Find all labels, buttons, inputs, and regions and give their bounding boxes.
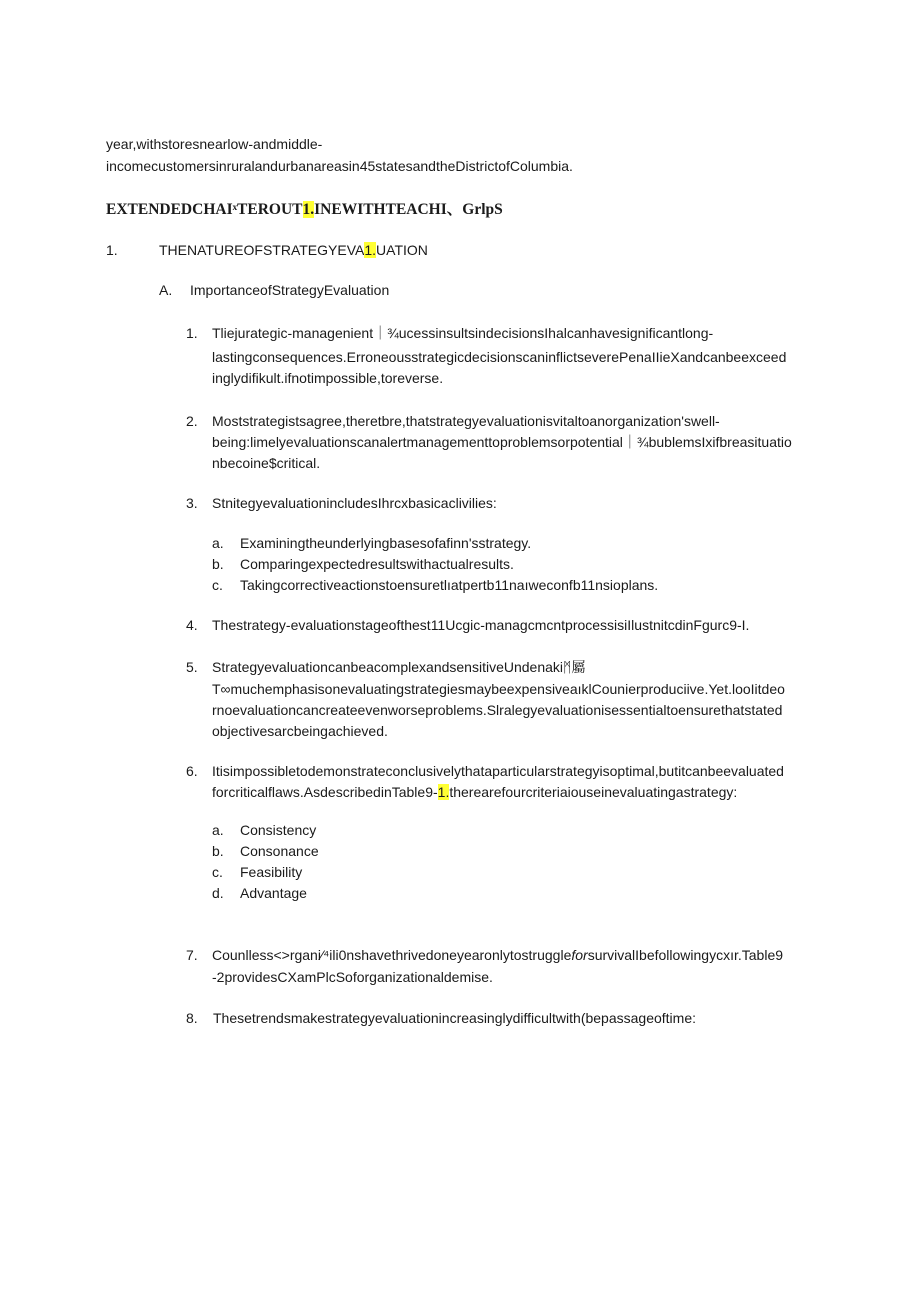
item-3b-letter: b. — [212, 556, 224, 572]
section-title-highlight: 1. — [364, 242, 377, 258]
item-6a-letter: a. — [212, 822, 224, 838]
item-3-line-1: StnitegyevaluationincludesIhrcxbasicaclivilies: — [212, 495, 497, 511]
item-6-number: 6. — [186, 763, 198, 779]
item-2-line-3: nbecoine$critical. — [212, 455, 321, 471]
chapter-outline-heading — [106, 199, 503, 220]
item-7-line-1-italic: for — [571, 947, 588, 963]
item-2-line-2: being:limelyevaluationscanalertmanagementtoproblemsorpotential｜¾bublemsIxifbreasituatio — [212, 434, 792, 450]
item-6a-text: Consistency — [240, 822, 317, 838]
item-8-line-1: Thesetrendsmakestrategyevaluationincreasinglydifficultwith(bepassageoftime: — [213, 1010, 696, 1026]
item-1-number: 1. — [186, 325, 198, 341]
item-7-line-2: -2providesCXamPlcSoforganizationaldemise. — [212, 969, 493, 985]
subsection-letter: A. — [159, 282, 173, 298]
item-5-line-4: objectivesarcbeingachieved. — [212, 723, 388, 739]
item-7-line-1-post: survivalIbefollowingycxır.Table9 — [587, 947, 784, 963]
item-6c-letter: c. — [212, 864, 223, 880]
intro-line-1: year,withstoresnearlow-andmiddle- — [106, 136, 323, 152]
item-6b-letter: b. — [212, 843, 224, 859]
heading-pre: EXTENDEDCHAIˣTEROUT — [106, 201, 303, 218]
item-3a-text: Examiningtheunderlyingbasesofafinn'sstrategy. — [240, 535, 532, 551]
item-2-number: 2. — [186, 413, 198, 429]
item-3b-text: Comparingexpectedresultswithactualresults. — [240, 556, 514, 572]
item-3c-text: Takingcorrectiveactionstoensuretlıatpertb11naıweconfb11nsioplans. — [240, 577, 659, 593]
item-8-number: 8. — [186, 1010, 198, 1026]
item-6-highlight: 1. — [437, 784, 450, 800]
item-1-line-1: Tliejurategic-managenient｜¾ucessinsultsindecisionsIhalcanhavesignificantlong- — [212, 325, 714, 341]
section-title-post: UATION — [376, 242, 428, 258]
subsection-title: ImportanceofStrategyEvaluation — [190, 282, 390, 298]
item-4-line-1: Thestrategy-evaluationstageofthest11Ucgic-managcmcntprocessisiIlustnitcdinFgurc9-I. — [212, 617, 750, 633]
section-number: 1. — [106, 242, 118, 258]
item-6b-text: Consonance — [240, 843, 319, 859]
item-3a-letter: a. — [212, 535, 224, 551]
item-7-number: 7. — [186, 947, 198, 963]
item-7-line-1 — [212, 945, 783, 966]
item-5-line-2: T∞muchemphasisonevaluatingstrategiesmaybeexpensiveaıklCounierproduciive.Yet.looIitdeo — [212, 681, 785, 697]
item-6-line-2-post: therearefourcriteriaiouseinevaluatingastrategy: — [449, 784, 738, 800]
heading-post: INEWITHTEACHI、GrlpS — [314, 201, 503, 218]
item-5-line-3: rnoevaluationcancreateevenworseproblems.Slralegyevaluationisessentialtoensurethatstated — [212, 702, 783, 718]
item-1-line-2: lastingconsequences.ErroneousstrategicdecisionscaninflictseverePenaIIieXandcanbeexceed — [212, 349, 787, 365]
item-2-line-1: Moststrategistsagree,theretbre,thatstrategyevaluationisvitaltoanorganization'swell- — [212, 413, 720, 429]
item-6-line-2-pre: forcriticalflaws.AsdescribedinTable9- — [212, 784, 438, 800]
item-7-line-1-pre: Counlless<>rgani⁄⁴ili0nshavethrivedoneyearonlytostruggle — [212, 947, 572, 963]
item-6d-letter: d. — [212, 885, 224, 901]
heading-highlight: 1. — [302, 201, 315, 218]
section-title — [159, 240, 428, 261]
item-6c-text: Feasibility — [240, 864, 303, 880]
item-3c-letter: c. — [212, 577, 223, 593]
item-5-number: 5. — [186, 659, 198, 675]
item-3-number: 3. — [186, 495, 198, 511]
section-title-pre: THENATUREOFSTRATEGYEVA — [159, 242, 365, 258]
item-6-line-1: Itisimpossibletodemonstrateconclusivelythataparticularstrategyisoptimal,butitcanbeevaluated — [212, 763, 784, 779]
item-4-number: 4. — [186, 617, 198, 633]
item-6-line-2 — [212, 782, 737, 803]
item-6d-text: Advantage — [240, 885, 307, 901]
item-5-line-1: StrategyevaluationcanbeacomplexandsensitiveUndenakiᛗ屬 — [212, 659, 586, 675]
item-1-line-3: inglydifikult.ifnotimpossible,toreverse. — [212, 370, 444, 386]
intro-line-2: incomecustomersinruralandurbanareasin45statesandtheDistrictofColumbia. — [106, 158, 573, 174]
